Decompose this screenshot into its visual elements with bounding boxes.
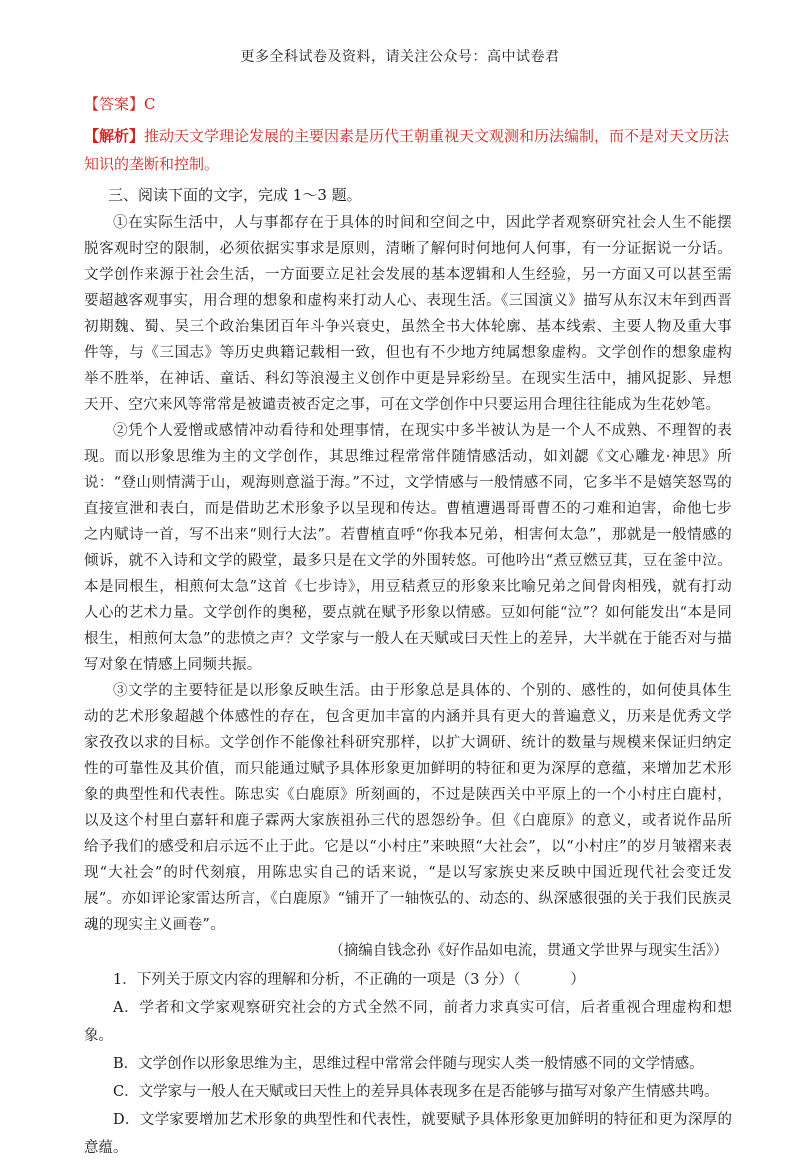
- answer-paren-close: ）: [570, 972, 585, 988]
- paragraph-3: ③文学的主要特征是以形象反映生活。由于形象总是具体的、个别的、感性的，如何使具体生动的艺术形象超越个体感性的存在，包含更加丰富的内涵并具有更大的普遍意义，历来是优秀文学家孜孜以求的目标。文学创作不能像社科研究那样，以扩大调研、统计的数量与规模来保证归纳定性的可靠性及其价值，而只能通过赋予具体形象更加鲜明的特征和更为深厚的意蕴，来增加艺术形象的典型性和代表性。陈忠实《白鹿原》所刻画的，不过是陕西关中平原上的一个小村庄白鹿村，以及这个村里白嘉轩和鹿子霖两大家族祖孙三代的恩怨纷争。但《白鹿原》的意义，或者说作品所给予我们的感受和启示远不止于此。它是以“小村庄”来映照“大社会”，以“小村庄”的岁月皱褶来表现“大社会”的时代刻痕，用陈忠实自己的话来说，“是以写家族史来反映中国近现代社会变迁发展”。亦如评论家雷达所言，《白鹿原》“铺开了一轴恢弘的、动态的、纵深感很强的关于我们民族灵魂的现实主义画卷”。: [84, 683, 732, 933]
- question-stem: [84, 966, 732, 994]
- option-c: C．文学家与一般人在天赋或曰天性上的差异具体表现多在是否能够与描写对象产生情感共鸣。: [113, 1084, 719, 1100]
- analysis-block: [84, 122, 732, 178]
- option-d: D．文学家要增加艺术形象的典型性和代表性，就要赋予具体形象更加鲜明的特征和更为深厚的意蕴。: [84, 1112, 732, 1156]
- question-1: [84, 966, 732, 1162]
- answer-line: [84, 93, 156, 114]
- option-a: A．学者和文学家观察研究社会的方式全然不同，前者力求真实可信，后者重视合理虚构和想象。: [84, 1000, 732, 1044]
- answer-value: C: [144, 95, 156, 113]
- source-citation: （摘编自钱念孙《好作品如电流，贯通文学世界与现实生活》）: [329, 943, 728, 959]
- analysis-tag: 【解析】: [84, 127, 145, 145]
- paragraph-2: ②凭个人爱憎或感情冲动看待和处理事情，在现实中多半被认为是一个人不成熟、不理智的表现。而以形象思维为主的文学创作，其思维过程常常伴随情感活动，如刘勰《文心雕龙·神思》所说：“登山则情满于山，观海则意溢于海。”不过，文学情感与一般情感不同，它多半不是嬉笑怒骂的直接宣泄和表白，而是借助艺术形象予以呈现和传达。曹植遭遇哥哥曹丕的刁难和迫害，命他七步之内赋诗一首，写不出来“则行大法”。若曹植直呼“你我本兄弟，相害何太急”，那就是一般情感的倾诉，就不入诗和文学的殿堂，最多只是在文学的外围转悠。可他吟出“煮豆燃豆萁，豆在釜中泣。本是同根生，相煎何太急”这首《七步诗》，用豆秸煮豆的形象来比喻兄弟之间骨肉相残，就有打动人心的艺术力量。文学创作的奥秘，要点就在赋予形象以情感。豆如何能“泣”？如何能发出“本是同根生，相煎何太急”的悲愤之声？文学家与一般人在天赋或曰天性上的差异，大半就在于能否对与描写对象在情感上同频共振。: [84, 423, 732, 673]
- section-title: 三、阅读下面的文字，完成 1～3 题。: [108, 186, 362, 204]
- paragraph-1: ①在实际生活中，人与事都存在于具体的时间和空间之中，因此学者观察研究社会人生不能摆脱客观时空的限制，必须依据实事求是原则，清晰了解何时何地何人何事，有一分证据说一分话。文学创作来源于社会生活，一方面要立足社会发展的基本逻辑和人生经验，另一方面又可以甚至需要超越客观事实，用合理的想象和虚构来打动人心、表现生活。《三国演义》描写从东汉末年到西晋初期魏、蜀、吴三个政治集团百年斗争兴衰史，虽然全书大体轮廓、基本线索、主要人物及重大事件等，与《三国志》等历史典籍记载相一致，但也有不少地方纯属想象虚构。文学创作的想象虚构举不胜举，在神话、童话、科幻等浪漫主义创作中更是异彩纷呈。在现实生活中，捕风捉影、异想天开、空穴来风等常常是被谴责被否定之事，可在文学创作中只要运用合理往往能成为生花妙笔。: [84, 215, 732, 413]
- analysis-text: 推动天文学理论发展的主要因素是历代王朝重视天文观测和历法编制，而不是对天文历法知识的垄断和控制。: [84, 127, 730, 173]
- answer-paren-open: （: [513, 972, 521, 988]
- reading-passage: [84, 210, 732, 1162]
- answer-tag: 【答案】: [84, 95, 145, 113]
- option-b: B．文学创作以形象思维为主，思维过程中常常会伴随与现实人类一般情感不同的文学情感。: [113, 1056, 704, 1072]
- page-header: 更多全科试卷及资料，请关注公众号：高中试卷君: [240, 49, 560, 65]
- question-stem-text: 1．下列关于原文内容的理解和分析，不正确的一项是（3 分）: [113, 972, 514, 988]
